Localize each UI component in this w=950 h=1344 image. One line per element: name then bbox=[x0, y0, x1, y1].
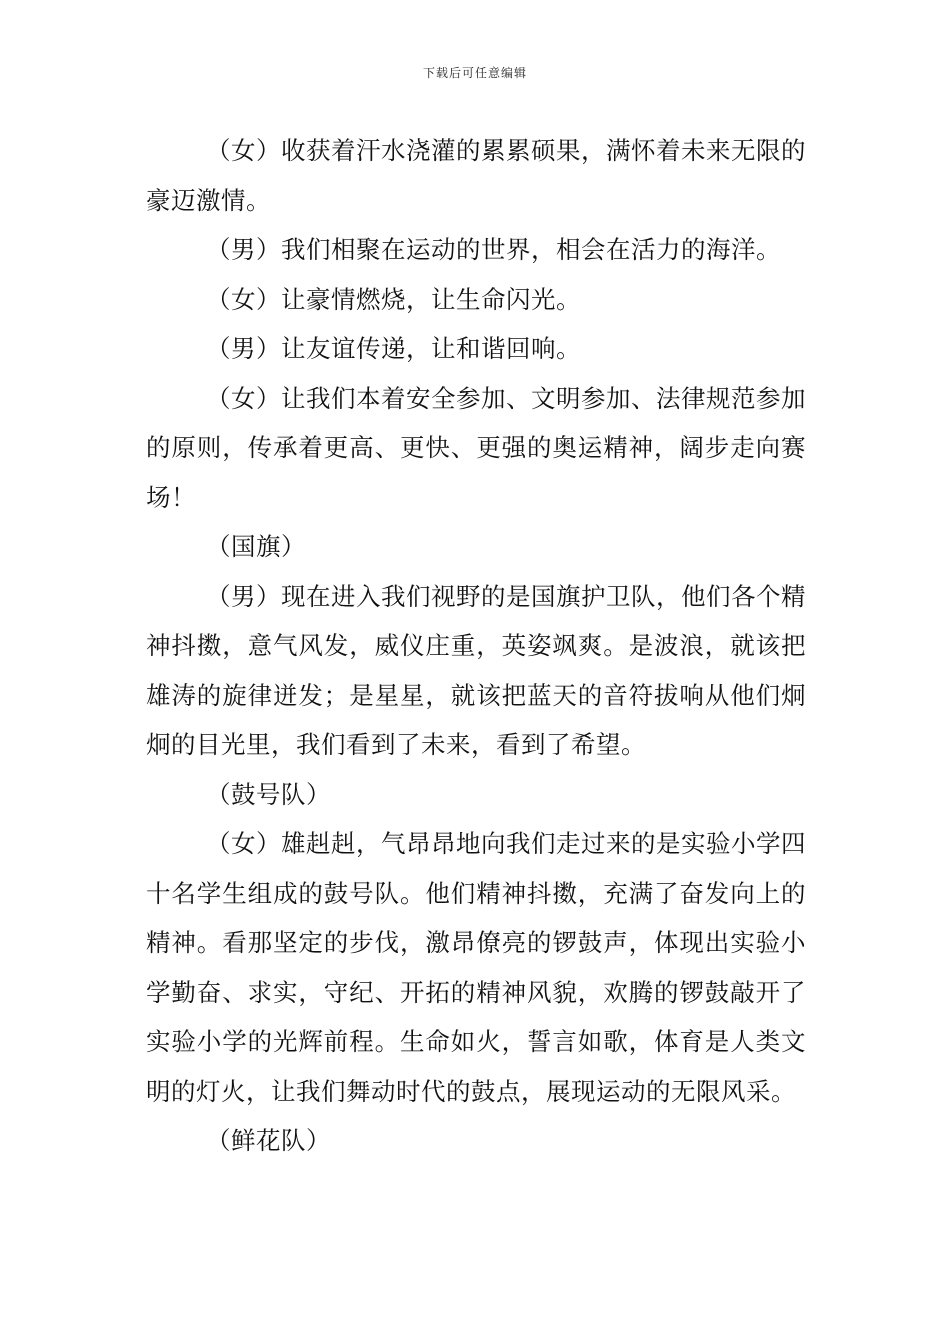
page-header: 下载后可任意编辑 bbox=[422, 66, 527, 80]
section-heading-drum-band: （鼓号队） bbox=[206, 779, 331, 809]
paragraph: （男）现在进入我们视野的是国旗护卫队，他们各个精神抖擞，意气风发，威仪庄重，英姿飒爽。是波浪，就该把雄涛的旋律迸发；是星星，就该把蓝天的音符拔响从他们炯炯的目光里，我们看到了未来，看到了希望。 bbox=[146, 581, 806, 759]
paragraph: （男）我们相聚在运动的世界，相会在活力的海洋。 bbox=[206, 235, 781, 264]
paragraph: （女）让豪情燃烧，让生命闪光。 bbox=[206, 284, 581, 314]
section-heading-flag: （国旗） bbox=[206, 532, 306, 561]
paragraph: （女）收获着汗水浇灌的累累硕果，满怀着未来无限的豪迈激情。 bbox=[146, 136, 806, 215]
paragraph: （男）让友谊传递，让和谐回响。 bbox=[206, 334, 581, 363]
section-heading-flower-team: （鲜花队） bbox=[206, 1126, 331, 1155]
document-body bbox=[146, 126, 806, 1166]
paragraph: （女）让我们本着安全参加、文明参加、法律规范参加的原则，传承着更高、更快、更强的奥运精神，阔步走向赛场！ bbox=[146, 383, 806, 512]
paragraph: （女）雄赳赳，气昂昂地向我们走过来的是实验小学四十名学生组成的鼓号队。他们精神抖擞，充满了奋发向上的精神。看那坚定的步伐，激昂僚亮的锣鼓声，体现出实验小学勤奋、求实，守纪、开拓的精神风貌，欢腾的锣鼓敲开了实验小学的光辉前程。生命如火，誓言如歌，体育是人类文明的灯火，让我们舞动时代的鼓点，展现运动的无限风采。 bbox=[146, 829, 806, 1106]
